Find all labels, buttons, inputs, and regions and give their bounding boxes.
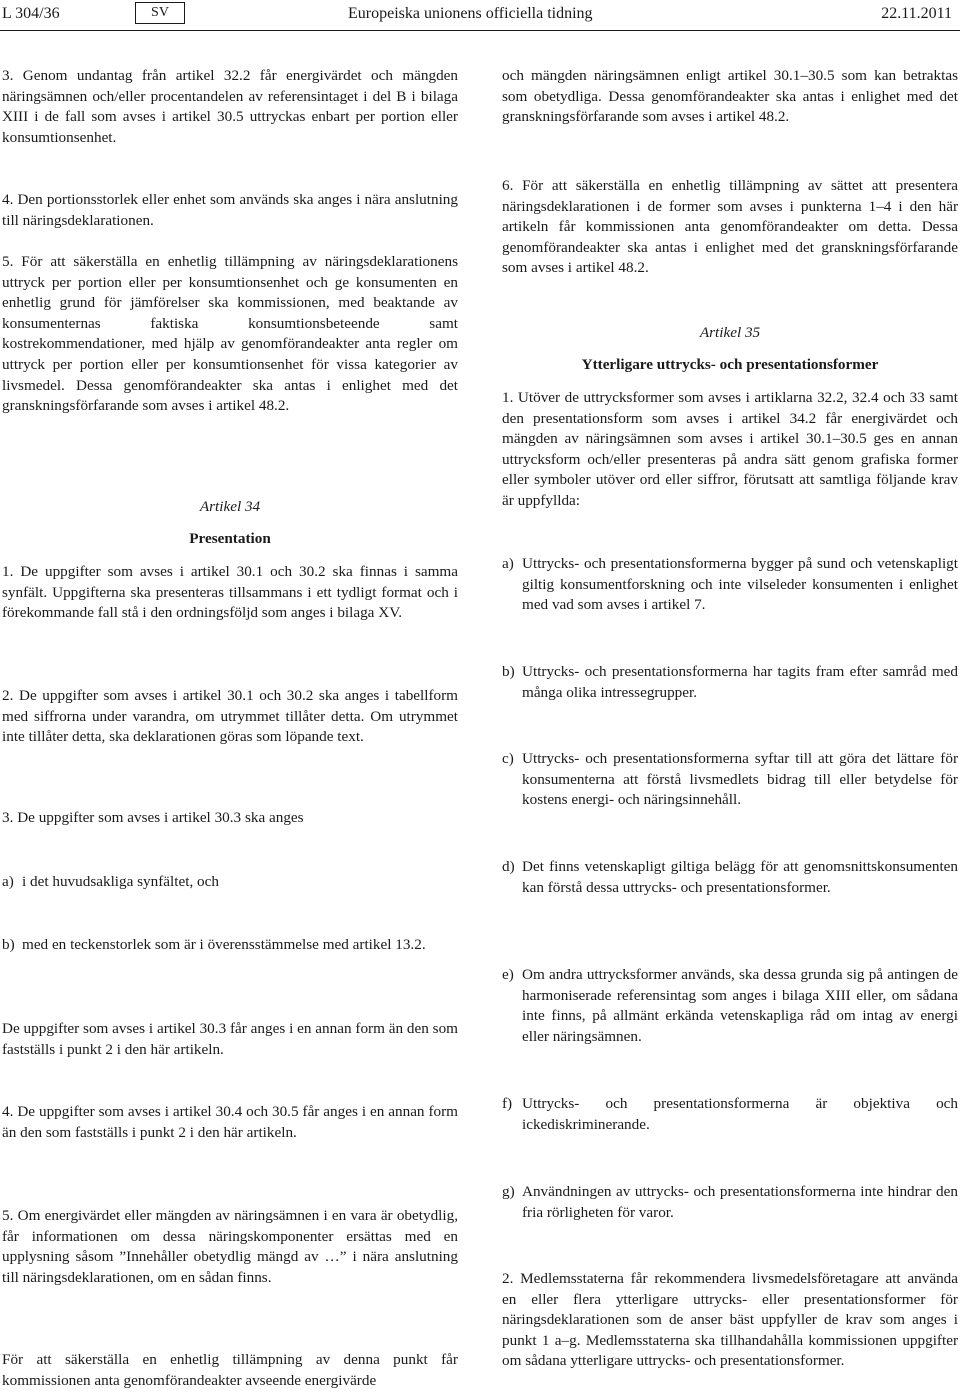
article-34-paragraph-5: 5. Om energivärdet eller mängden av näringsämnen i en vara är obetydlig, får informationen om dessa näringskomponenter ersättas med en upplysning såsom ”Innehåller obetydlig mängd av …” i nära anslutning till näringsdeklarationen, om en sådan finns. xyxy=(2,1207,458,1286)
requirement-item-b xyxy=(502,662,958,703)
requirement-item-c xyxy=(502,749,958,811)
list-item-text: Det finns vetenskapligt giltiga belägg för att genomsnittskonsumenten kan förstå dessa uttrycks- och presentationsformer. xyxy=(522,858,958,896)
list-item-label: g) xyxy=(502,1183,515,1200)
list-item-text: Användningen av uttrycks- och presentationsformerna inte hindrar den fria rörligheten för varor. xyxy=(522,1183,958,1221)
article-34-number: Artikel 34 xyxy=(199,498,261,515)
article-34-paragraph-1: 1. De uppgifter som avses i artikel 30.1 och 30.2 ska finnas i samma synfält. Uppgifterna ska presenteras tillsammans i ett tydligt format och i förekommande fall stå i den ordningsföljd som anges i bilaga XV. xyxy=(2,563,458,622)
list-item-text: i det huvudsakliga synfältet, och xyxy=(22,873,219,890)
language-badge: SV xyxy=(135,2,185,24)
article-34-title: Presentation xyxy=(189,530,271,547)
article-34-paragraph-2: 2. De uppgifter som avses i artikel 30.1 och 30.2 ska anges i tabellform med siffrorna under varandra, om utrymmet tillåter detta. Om utrymmet inte tillåter detta, ska deklarationen göras som löpande text. xyxy=(2,687,458,746)
article-34-paragraph-4: 4. De uppgifter som avses i artikel 30.4 och 30.5 får anges i en annan form än den som fastställs i punkt 2 i den här artikeln. xyxy=(2,1103,458,1141)
article-34-paragraph-3: 3. De uppgifter som avses i artikel 30.3 ska anges xyxy=(2,809,304,826)
list-item-label: b) xyxy=(502,663,515,680)
list-item-b xyxy=(2,935,458,956)
article-35-number: Artikel 35 xyxy=(699,324,761,341)
article-34-paragraph-5-continuation: För att säkerställa en enhetlig tillämpning av denna punkt får kommissionen anta genomförandeakter avseende energivärde xyxy=(2,1351,458,1389)
requirement-item-d xyxy=(502,857,958,898)
list-item-label: a) xyxy=(2,873,14,890)
list-item-text: Uttrycks- och presentationsformerna är objektiva och ickediskriminerande. xyxy=(522,1095,958,1133)
list-item-label: c) xyxy=(502,750,514,767)
article-34-paragraph-3-continuation: De uppgifter som avses i artikel 30.3 får anges i en annan form än den som fastställs i punkt 2 i den här artikeln. xyxy=(2,1020,458,1058)
requirement-item-f xyxy=(502,1094,958,1135)
continuation-paragraph: och mängden näringsämnen enligt artikel 30.1–30.5 som kan betraktas som obetydliga. Dessa genomförandeakter ska antas i enlighet med det granskningsförfarande som avses i artikel 48.2. xyxy=(502,67,958,126)
page-reference: L 304/36 xyxy=(2,5,60,22)
list-item-a xyxy=(2,872,458,893)
list-item-label: a) xyxy=(502,555,514,572)
paragraph-4: 4. Den portionsstorlek eller enhet som används ska anges i nära anslutning till näringsdeklarationen. xyxy=(2,191,458,229)
paragraph-3: 3. Genom undantag från artikel 32.2 får energivärdet och mängden näringsämnen och/eller procentandelen av referensintaget i del B i bilaga XIII i de fall som avses i artikel 30.5 uttryckas enbart per portion eller konsumtionsenhet. xyxy=(2,67,458,146)
paragraph-6: 6. För att säkerställa en enhetlig tillämpning av sättet att presentera näringsdeklarationen i de former som avses i punkterna 1–4 i den här artikeln får kommissionen anta genomförandeakter om detta. Dessa genomförandeakter ska antas i enlighet med det granskningsförfarande som avses i artikel 48.2. xyxy=(502,177,958,277)
journal-title: Europeiska unionens officiella tidning xyxy=(348,5,593,22)
header-divider xyxy=(0,30,960,31)
requirement-item-a xyxy=(502,554,958,616)
list-item-text: med en teckenstorlek som är i överensstämmelse med artikel 13.2. xyxy=(22,936,426,953)
list-item-text: Uttrycks- och presentationsformerna syftar till att göra det lättare för konsumenterna att förstå livsmedlets bidrag till eller betydelse för kostens energi- och näringsinnehåll. xyxy=(522,750,958,809)
article-35-title: Ytterligare uttrycks- och presentationsformer xyxy=(581,356,879,373)
requirement-item-e xyxy=(502,965,958,1047)
list-item-label: e) xyxy=(502,966,514,983)
list-item-text: Om andra uttrycksformer används, ska dessa grunda sig på antingen de harmoniserade referensintag som anges i bilaga XIII eller, om sådana inte finns, på allmänt erkända vetenskapliga råd om intag av energi eller näringsämnen. xyxy=(522,966,958,1045)
publication-date: 22.11.2011 xyxy=(881,5,952,22)
list-item-label: d) xyxy=(502,858,515,875)
paragraph-5: 5. För att säkerställa en enhetlig tillämpning av näringsdeklarationens uttryck per portion eller per konsumtionsenhet och ge konsumenten en enhetlig grund för jämförelser ska kommissionen, med beaktande av konsumenternas faktiska konsumtionsbeteende samt kostrekommendationer, med hjälp av genomförandeakter anta regler om uttryck per portion eller per konsumtionsenhet för vissa kategorier av livsmedel. Dessa genomförandeakter ska antas i enlighet med det granskningsförfarande som avses i artikel 48.2. xyxy=(2,253,458,415)
list-item-text: Uttrycks- och presentationsformerna bygger på sund och vetenskapligt giltig konsumentforskning och inte vilseleder konsumenten i enlighet med vad som avses i artikel 7. xyxy=(522,555,958,614)
list-item-text: Uttrycks- och presentationsformerna har tagits fram efter samråd med många olika intressegrupper. xyxy=(522,663,958,701)
page-header xyxy=(0,0,960,30)
list-item-label: f) xyxy=(502,1095,513,1112)
list-item-label: b) xyxy=(2,936,15,953)
article-35-paragraph-1: 1. Utöver de uttrycksformer som avses i artiklarna 32.2, 32.4 och 33 samt den presentationsform som avses i artikel 34.2 får energivärdet och mängden av näringsämnen som avses i artikel 30.1–30.5 ges en annan uttrycksform och/eller presenteras på andra sätt genom grafiska former eller symboler utöver ord eller siffror, förutsatt att samtliga följande krav är uppfyllda: xyxy=(502,389,958,509)
article-35-paragraph-2: 2. Medlemsstaterna får rekommendera livsmedelsföretagare att använda en eller flera ytterligare uttrycks- eller presentationsformer för näringsdeklarationen som de anser bäst uppfyller de krav som anges i punkt 1 a–g. Medlemsstaterna ska tillhandahålla kommissionen uppgifter om sådana ytterligare uttrycks- och presentationsformer. xyxy=(502,1270,958,1370)
requirement-item-g xyxy=(502,1182,958,1223)
